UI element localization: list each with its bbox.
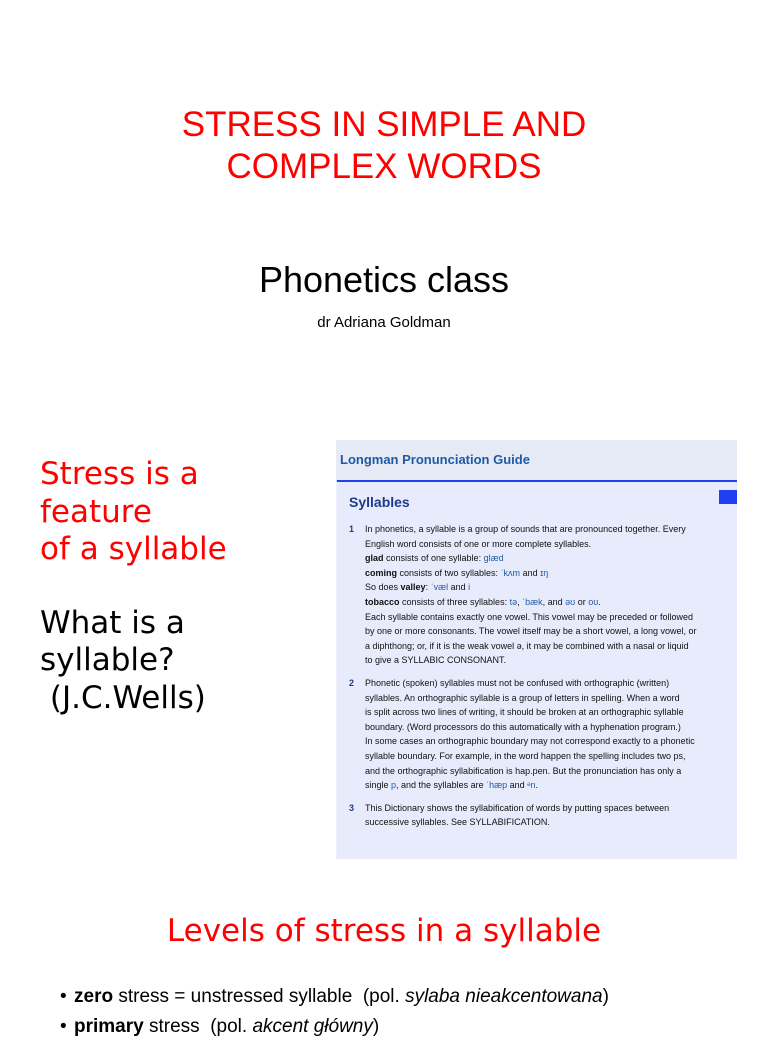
example-word: tobacco <box>365 596 400 607</box>
text-line: syllable boundary. For example, in the word happen the spelling includes two ps, <box>365 750 686 761</box>
example-coming <box>365 566 733 581</box>
syllable-text-column <box>40 456 310 717</box>
item-text: stress = unstressed syllable (pol. <box>113 986 406 1007</box>
title-slide <box>0 0 768 420</box>
title-line-2: COMPLEX WORDS <box>226 147 542 186</box>
text-part: and <box>507 780 528 791</box>
author-name: dr Adriana Goldman <box>317 314 451 331</box>
example-text: and <box>520 567 541 578</box>
syllable-question-text <box>40 605 310 718</box>
bold-term: primary <box>74 1016 144 1037</box>
slide-title <box>0 104 768 188</box>
black-line: (J.C.Wells) <box>40 679 206 716</box>
ipa-text: oʊ <box>588 596 599 607</box>
paragraph-number: 2 <box>349 677 355 688</box>
example-word: glad <box>365 553 384 564</box>
guide-rule <box>337 480 737 482</box>
text-part: single <box>365 780 392 791</box>
text-line: by one or more consonants. The vowel itself may be a short vowel, a long vowel, or <box>365 626 697 637</box>
italic-term: akcent główny <box>252 1016 373 1037</box>
red-line: feature <box>40 493 152 530</box>
ipa-text: tə <box>509 596 518 607</box>
pronunciation-guide-image <box>336 440 737 859</box>
list-item <box>60 1012 609 1042</box>
example-glad <box>365 551 733 566</box>
paragraph-number: 1 <box>349 524 355 534</box>
text-line: boundary. (Word processors do this automatically with a hyphenation program.) <box>365 721 681 732</box>
list-item <box>60 982 609 1012</box>
example-text: consists of one syllable: <box>383 553 484 564</box>
ipa-text: ɪŋ <box>540 567 549 578</box>
text-line: is split across two lines of writing, it should be broken at an orthographic syllable <box>365 707 684 718</box>
item-text: ) <box>372 1016 380 1037</box>
example-tobacco <box>365 595 733 610</box>
ipa-text: p <box>391 780 397 791</box>
black-line: What is a <box>40 604 185 641</box>
ipa-text: ˈhæp <box>486 780 508 791</box>
text-line: Each syllable contains exactly one vowel. This vowel may be preceded or followed <box>365 611 694 622</box>
example-word: valley <box>400 582 426 593</box>
item-text: stress (pol. <box>143 1016 253 1037</box>
text-line: syllables. An orthographic syllable is a group of letters in spelling. When a word <box>365 692 680 703</box>
text-line: and the orthographic syllabification is hap.pen. But the pronunciation has only a <box>365 765 682 776</box>
slide-subtitle: Phonetics class <box>258 259 510 300</box>
text-line: In some cases an orthographic boundary may not correspond exactly to a phonetic <box>365 736 695 747</box>
text-line: Phonetic (spoken) syllables must not be confused with orthographic (written) <box>365 677 670 688</box>
bullet-icon: • <box>60 1016 67 1037</box>
red-line: Stress is a <box>40 456 199 492</box>
title-line-1: STRESS IN SIMPLE AND <box>181 105 587 144</box>
example-word: coming <box>365 567 398 578</box>
text-line: a diphthong; or, if it is the weak vowel ə, it may be combined with a nasal or liquid <box>365 640 689 651</box>
bullet-icon: • <box>60 986 67 1007</box>
ipa-text: əʊ <box>565 596 576 607</box>
guide-box <box>337 480 737 859</box>
stress-levels-heading: Levels of stress in a syllable <box>166 913 602 949</box>
example-text: and <box>448 582 469 593</box>
guide-paragraph-2 <box>349 676 733 793</box>
paragraph-number: 3 <box>349 802 355 813</box>
example-text: consists of three syllables: <box>399 596 510 607</box>
example-text: So does <box>365 582 401 593</box>
ipa-text: i <box>468 582 471 593</box>
stress-levels-list <box>60 982 609 1042</box>
text-line: This Dictionary shows the syllabification of words by putting spaces between <box>365 802 670 813</box>
ipa-text: glæd <box>483 553 504 564</box>
bold-term: zero <box>74 986 114 1007</box>
guide-paragraph-3 <box>349 801 733 830</box>
text-part: , and the syllables are <box>396 780 487 791</box>
ipa-text: ˈkʌm <box>500 567 521 578</box>
text-line: In phonetics, a syllable is a group of sounds that are pronounced together. Every <box>365 524 686 534</box>
red-line: of a syllable <box>40 531 227 567</box>
ipa-text: ˈvæl <box>430 582 449 593</box>
example-valley <box>365 580 733 595</box>
syllable-slide <box>0 420 768 890</box>
ipa-text: ˈbæk <box>522 596 543 607</box>
stress-feature-text <box>40 456 310 569</box>
text-line: to give a SYLLABIC CONSONANT. <box>365 655 507 666</box>
guide-header: Longman Pronunciation Guide <box>336 440 737 481</box>
example-text: , <box>517 596 523 607</box>
text-line: English word consists of one or more complete syllables. <box>365 538 592 549</box>
text-line: successive syllables. See SYLLABIFICATION. <box>365 817 550 828</box>
item-text: ) <box>602 986 609 1007</box>
guide-body <box>349 522 733 838</box>
guide-title: Syllables <box>349 494 410 510</box>
black-line: syllable? <box>40 642 175 678</box>
guide-paragraph-1 <box>349 522 733 668</box>
text-line <box>365 778 733 793</box>
text-part: . <box>535 780 539 791</box>
example-text: . <box>598 596 601 607</box>
corner-tab <box>719 490 737 504</box>
example-text: : <box>425 582 431 593</box>
italic-term: sylaba nieakcentowana <box>405 986 603 1007</box>
example-text: or <box>575 596 589 607</box>
example-text: consists of two syllables: <box>397 567 501 578</box>
ipa-text: ᵊn <box>527 780 536 791</box>
example-text: , and <box>542 596 566 607</box>
